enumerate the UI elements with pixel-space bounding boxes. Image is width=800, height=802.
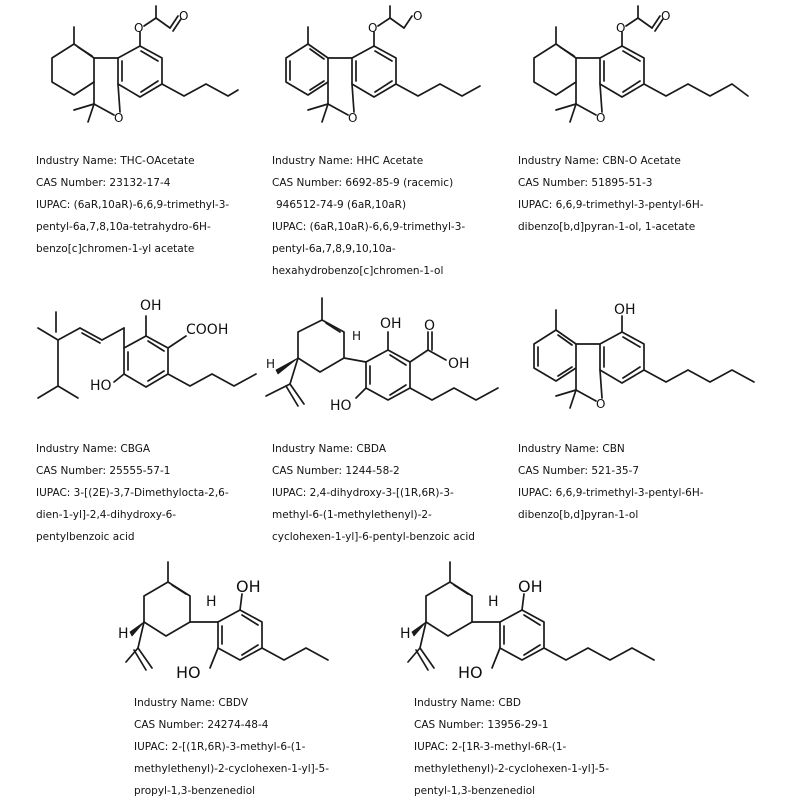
cas-number: 13956-29-1	[487, 719, 549, 731]
industry-name: HHC Acetate	[356, 155, 424, 167]
cas-number: 23132-17-4	[109, 177, 171, 189]
iupac-line: 2,4-dihydroxy-3-[(1R,6R)-3-	[309, 487, 454, 499]
iupac-line: 2-[(1R,6R)-3-methyl-6-(1-	[171, 741, 306, 753]
iupac-line: 6,6,9-trimethyl-3-pentyl-6H-	[555, 199, 704, 211]
iupac-line: 3-[(2E)-3,7-Dimethylocta-2,6-	[73, 487, 229, 499]
svg-text:O: O	[616, 21, 626, 35]
structure-cbda	[262, 288, 502, 436]
iupac-line: hexahydrobenzo[c]chromen-1-ol	[272, 265, 444, 277]
ho-label: HO	[176, 663, 201, 682]
svg-text:O: O	[179, 9, 189, 23]
oh-label: OH	[614, 302, 636, 318]
iupac-line: methylethenyl)-2-cyclohexen-1-yl]-5-	[134, 763, 330, 775]
h-label: H	[206, 594, 217, 610]
structure-cbn	[510, 298, 770, 438]
industry-name: THC-OAcetate	[120, 155, 195, 167]
info-cbn: Industry Name: CBN CAS Number: 521-35-7 IUPAC: 6,6,9-trimethyl-3-pentyl-6H- dibenzo[b,d]pyran-1-ol	[518, 438, 778, 526]
cas-number: 24274-48-4	[207, 719, 269, 731]
structure-hhc-acetate	[262, 9, 482, 152]
iupac-line: pentyl-6a,7,8,10a-tetrahydro-6H-	[36, 221, 211, 233]
oh-label: OH	[140, 298, 162, 314]
info-hhc-acetate: Industry Name: HHC Acetate CAS Number: 6692-85-9 (racemic) 946512-74-9 (6aR,10aR) IUPAC: (6aR,10aR)-6,6,9-trimethyl-3- pentyl-6a,7,8,9,10,10a- hexahydrobenzo[c]chromen-1-ol	[272, 150, 512, 282]
iupac-line: dibenzo[b,d]pyran-1-ol, 1-acetate	[518, 221, 696, 233]
svg-text:O: O	[134, 21, 144, 35]
iupac-line: (6aR,10aR)-6,6,9-trimethyl-3-	[309, 221, 466, 233]
o-label: O	[424, 318, 436, 334]
structure-thc-o-acetate	[28, 9, 238, 152]
svg-text:O: O	[368, 21, 378, 35]
cooh-label: COOH	[186, 322, 229, 338]
iupac-line: cyclohexen-1-yl]-6-pentyl-benzoic acid	[272, 531, 475, 543]
info-cbdv: Industry Name: CBDV CAS Number: 24274-48-4 IUPAC: 2-[(1R,6R)-3-methyl-6-(1- methylethenyl)-2-cyclohexen-1-yl]-5- propyl-1,3-benzenediol	[134, 692, 394, 802]
svg-text:O: O	[348, 111, 358, 125]
structure-cbga	[28, 290, 258, 435]
info-cbn-o-acetate: Industry Name: CBN-O Acetate CAS Number: 51895-51-3 IUPAC: 6,6,9-trimethyl-3-pentyl-6H- dibenzo[b,d]pyran-1-ol, 1-acetate	[518, 150, 778, 238]
industry-name: CBN	[602, 443, 625, 455]
iupac-line: dibenzo[b,d]pyran-1-ol	[518, 509, 639, 521]
svg-text:O: O	[596, 111, 606, 125]
ho-label: HO	[330, 398, 352, 414]
svg-text:O: O	[114, 111, 124, 125]
cas-number: 6692-85-9 (racemic)	[345, 177, 454, 189]
iupac-line: benzo[c]chromen-1-yl acetate	[36, 243, 195, 255]
info-cbda: Industry Name: CBDA CAS Number: 1244-58-2 IUPAC: 2,4-dihydroxy-3-[(1R,6R)-3- methyl-6-(1-methylethenyl)-2- cyclohexen-1-yl]-6-pentyl-benzoic acid	[272, 438, 522, 548]
industry-name: CBD	[498, 697, 522, 709]
industry-name: CBDA	[356, 443, 387, 455]
cas-number: 521-35-7	[591, 465, 640, 477]
ho-label: HO	[90, 378, 112, 394]
svg-text:O: O	[413, 9, 423, 23]
oh-label: OH	[236, 577, 261, 596]
industry-name: CBN-O Acetate	[602, 155, 681, 167]
svg-text:O: O	[661, 9, 671, 23]
iupac-line: 2-[1R-3-methyl-6R-(1-	[451, 741, 567, 753]
oh-label: OH	[448, 356, 470, 372]
o-label: O	[596, 397, 606, 411]
structure-cbdv	[118, 552, 374, 697]
h-label: H	[488, 594, 499, 610]
iupac-line: dien-1-yl]-2,4-dihydroxy-6-	[36, 509, 177, 521]
iupac-line: 6,6,9-trimethyl-3-pentyl-6H-	[555, 487, 704, 499]
cas-number: 51895-51-3	[591, 177, 653, 189]
cas-number-extra: 946512-74-9 (6aR,10aR)	[276, 199, 407, 211]
ho-label: HO	[458, 663, 483, 682]
industry-name: CBDV	[218, 697, 249, 709]
iupac-line: methyl-6-(1-methylethenyl)-2-	[272, 509, 432, 521]
iupac-line: pentyl-6a,7,8,9,10,10a-	[272, 243, 396, 255]
cas-number: 25555-57-1	[109, 465, 171, 477]
cas-number: 1244-58-2	[345, 465, 400, 477]
oh-label: OH	[518, 577, 543, 596]
iupac-line: pentylbenzoic acid	[36, 531, 135, 543]
info-cbd: Industry Name: CBD CAS Number: 13956-29-1 IUPAC: 2-[1R-3-methyl-6R-(1- methylethenyl)-2-cyclohexen-1-yl]-5- pentyl-1,3-benzenediol	[414, 692, 684, 802]
h-label: H	[266, 357, 276, 371]
structure-cbn-o-acetate	[510, 9, 750, 152]
h-label: H	[118, 626, 129, 642]
oh-label: OH	[380, 316, 402, 332]
iupac-line: methylethenyl)-2-cyclohexen-1-yl]-5-	[414, 763, 610, 775]
iupac-line: propyl-1,3-benzenediol	[134, 785, 256, 797]
industry-name: CBGA	[120, 443, 151, 455]
h-label: H	[400, 626, 411, 642]
h-label: H	[352, 329, 362, 343]
info-thc-o-acetate: Industry Name: THC-OAcetate CAS Number: 23132-17-4 IUPAC: (6aR,10aR)-6,6,9-trimethyl-3- pentyl-6a,7,8,10a-tetrahydro-6H- benzo[c]chromen-1-yl acetate	[36, 150, 266, 260]
iupac-line: (6aR,10aR)-6,6,9-trimethyl-3-	[73, 199, 230, 211]
iupac-line: pentyl-1,3-benzenediol	[414, 785, 536, 797]
info-cbga: Industry Name: CBGA CAS Number: 25555-57-1 IUPAC: 3-[(2E)-3,7-Dimethylocta-2,6- dien-1-yl]-2,4-dihydroxy-6- pentylbenzoic acid	[36, 438, 266, 548]
structure-cbd	[400, 552, 706, 697]
